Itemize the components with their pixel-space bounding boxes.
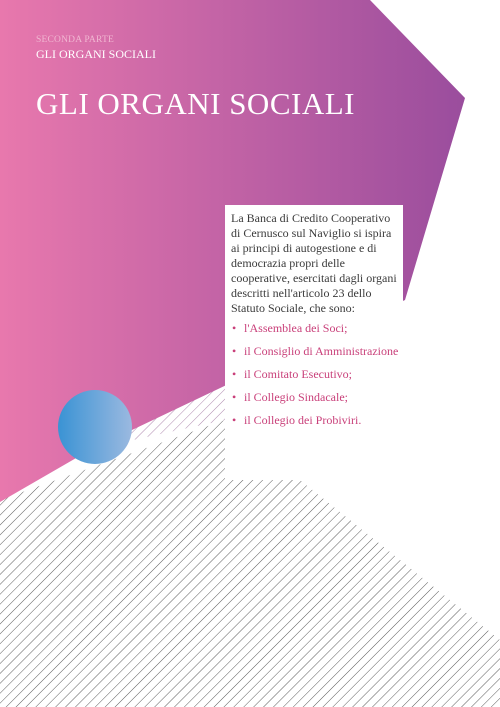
list-item: • il Collegio dei Probiviri. — [231, 414, 399, 427]
list-item: • il Comitato Esecutivo; — [231, 368, 399, 381]
list-item: • l'Assemblea dei Soci; — [231, 322, 399, 335]
text-card — [225, 205, 403, 480]
organs-list — [231, 322, 399, 427]
part-label: SECONDA PARTE — [36, 35, 114, 45]
list-item: • il Collegio Sindacale; — [231, 391, 399, 404]
section-header — [36, 35, 156, 62]
page-title: GLI ORGANI SOCIALI — [36, 86, 355, 121]
list-item: • il Consiglio di Amministrazione — [231, 345, 399, 358]
section-label: GLI ORGANI SOCIALI — [36, 47, 156, 61]
intro-paragraph: La Banca di Credito Cooperativo di Cernusco sul Naviglio si ispira ai principi di autogestione e di democrazia propri delle cooperative, esercitati dagli organi descritti nell'articolo 23 dello Statuto Sociale, che sono: — [231, 211, 397, 315]
blue-circle — [58, 390, 132, 464]
